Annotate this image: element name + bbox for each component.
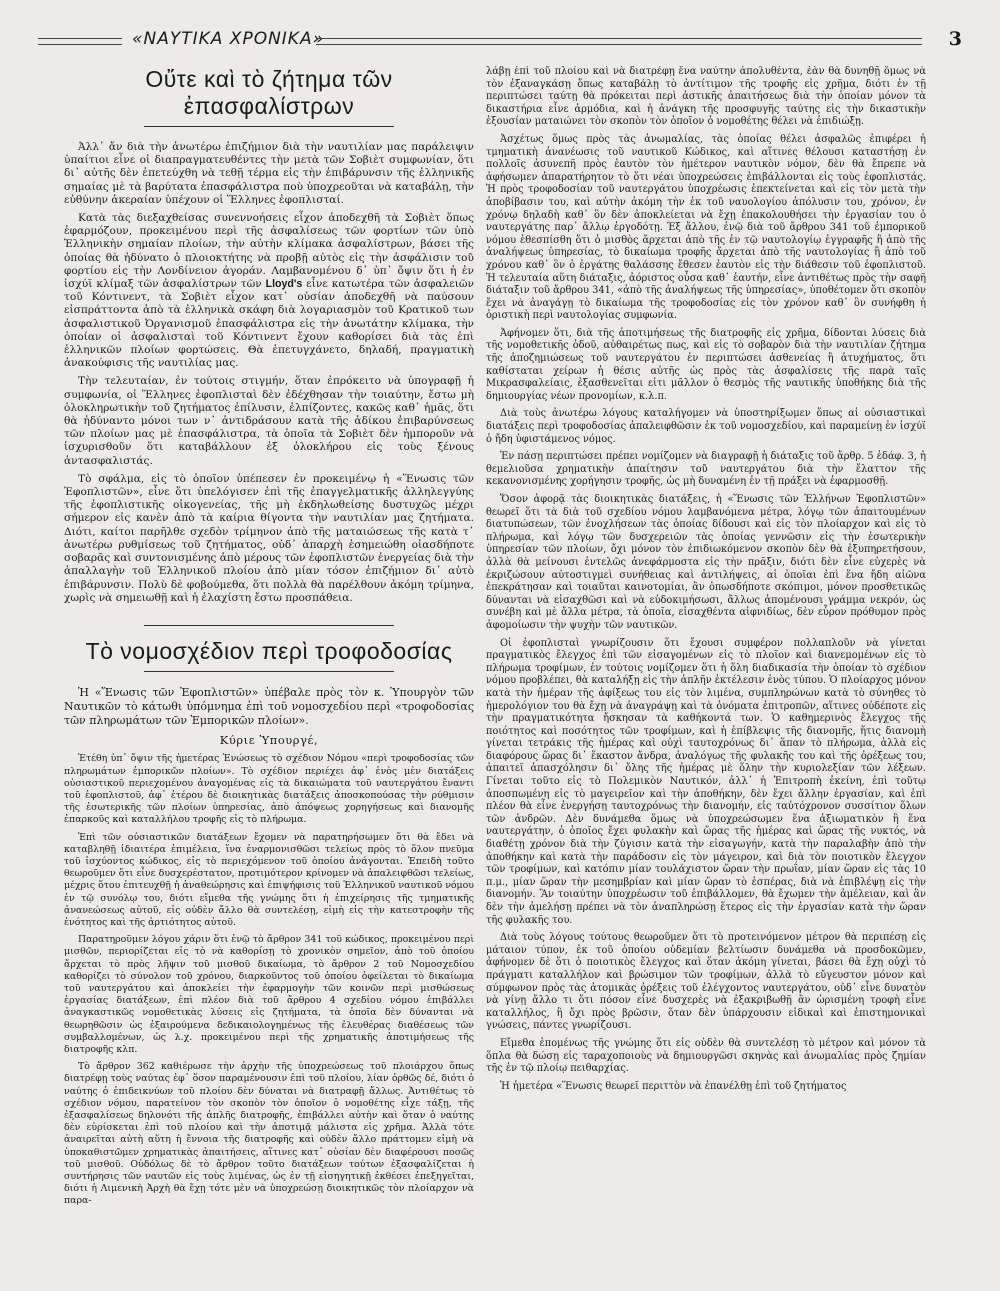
- article2-paragraph: Ἐτέθη ὑπ᾽ ὄψιν τῆς ἡμετέρας Ἑνώσεως τὸ σχέδιον Νόμου «περὶ τροφοδοσίας τῶν πληρωμάτων ἐμπορικῶν πλοίων». Τὸ σχέδιον περιέχει ἀφ᾽ ἑνὸς μὲν διατάξεις οὐσιαστικοῦ περιεχομένου ἀναγομένας εἰς τὰ δικαιώματα τοῦ ναυτεργάτου ἔναντι τοῦ ἐφοπλιστοῦ, ἀφ᾽ ἑτέρου δὲ διοικητικὰς διατάξεις ἀποσκοπούσας τὴν ρύθμισιν τῆς ἐσωτερικῆς τῶν πλοίων ὑπηρεσίας, ἀπὸ ἀπόψεως χορηγήσεως καὶ διανομῆς ἐπαρκοῦς καὶ καταλλήλου τροφῆς εἰς τὸ πλήρωμα.: [64, 753, 474, 826]
- article2-paragraph: Ἀσχέτως ὅμως πρὸς τὰς ἀνωμαλίας, τὰς ὁποίας θέλει ἀσφαλῶς ἐπιφέρει ἡ τμηματικὴ ἀνανέωσις τοῦ ναυτικοῦ Κώδικος, καὶ αἵτινες θέλουσι καταστήσῃ ἐν πολλοῖς ἀσυνεπῆ πρὸς ἑαυτὸν τὸν ἡμέτερον ναυτικὸν νόμον, δὲν θὰ ἔπρεπε νὰ ἀφήσωμεν ἀπαρατήρητον τὸ ὅτι νέαι ὑποχρεώσεις ἐπιβάλλονται εἰς τοὺς ἐφοπλιστάς. Ἡ πρὸς τροφοδοσίαν τοῦ ναυτεργάτου ὑποχρέωσις ἐπεκτείνεται καὶ εἰς τὸν μετὰ τὴν ἀποβίβασιν του, καὶ αὐτὴν ἀκόμη τὴν ἐκ τοῦ ναυολογίου ἀπόλυσιν του, χρόνον, ἐν χρόνῳ δηλαδὴ καθ᾽ ὃν δὲν ἀποκλείεται νὰ ἔχῃ ἐπακολουθήσει τὴν ἐργασίαν του ὁ ναυτεργάτης παρ᾽ ἄλλῳ ἐργοδότῃ. Ἐξ ἄλλου, ἐνῷ διὰ τοῦ ἄρθρου 341 τοῦ ἐμπορικοῦ νόμου ἐθεσπίσθη ὅτι ὁ μισθὸς ἄρχεται ἀπὸ τῆς ἐν τῷ ναυτολογίῳ ἐγγραφῆς ἢ ἀπὸ τῆς ἀναλήψεως ὑπηρεσίας, τὸ δικαίωμα τροφῆς ἄρχεται ἀπὸ τῆς ναυτολογίας ἢ ἀπὸ τοῦ χρόνου καθ᾽ ὃν ὁ ἐργάτης θαλάσσης ἔθεσεν ἑαυτὸν εἰς τὴν διάθεσιν τοῦ ἐφοπλιστοῦ. Ἡ τελευταία αὕτη διάταξις, ἀόριστος οὖσα καθ᾽ ἑαυτήν, εἶνε ἀντιθέτως πρὸς τὴν σαφῆ διάταξιν τοῦ ἄρθρου 341, «ἀπὸ τῆς ἀναλήψεως τῆς ὑπηρεσίας», ὑποθέτομεν ὅτι σκοπὸν ἔχει νὰ ἀναγάγῃ τὸ δικαίωμα τῆς τροφοδοσίας εἰς τὸν χρόνον καθ᾽ ὃν συνήφθη ἡ ὁριστικὴ περὶ ναυτολογίας συμφωνία.: [486, 133, 926, 322]
- article2-paragraph: Διὰ τοὺς λόγους τούτους θεωροῦμεν ὅτι τὸ προτεινόμενον μέτρον θὰ περιπέσῃ εἰς μάταιον τύπον, ἐκ τοῦ ὁποίου οὐδεμίαν βελτίωσιν δυνάμεθα νὰ προσδοκῶμεν, ἀφήνομεν δὲ ὅτι ὁ ποιοτικὸς ἔλεγχος καὶ ὅταν ἀκόμη γίνεται, βάσει θὰ ἔχῃ οὐχὶ τὸ πράγματι καταλλήλον καὶ βρώσιμον τῶν τροφίμων, ἀλλὰ τὸ εὔγευστον μόνον καὶ σύμφωνον πρὸς τὰς ἀτομικὰς ὀρέξεις τοῦ ἐλέγχοντος ναυτεργάτου, οὐδ᾽ εἶνε δυνατὸν νὰ γίνῃ ἄλλο τι ὅτι πόσον εἶνε δυσχερὲς νὰ ἐξακριβωθῇ ἂν ὡρισμένη τροφὴ εἶνε καταλλήλος, ἢ ὄχι πρὸς βρῶσιν, ὅταν δὲν ὑπάρχουσιν εἰδικαὶ καὶ ἐπιστημονικαὶ γνώσεις, πάντες γνωρίζουσι.: [486, 932, 926, 1032]
- article2-paragraph: λάβῃ ἐπὶ τοῦ πλοίου καὶ νὰ διατρέφῃ ἕνα ναύτην ἀπολυθέντα, ἐὰν θὰ δυνηθῇ ὅμως νὰ τὸν ἐξαναγκάσῃ ὅπως καταβάλῃ τὸ ἀντίτιμον τῆς τροφῆς εἰς χρῆμα, διότι ἐν τῇ περιπτώσει ταύτῃ θὰ πρόκειται περὶ ἀστικῆς ἀπαιτήσεως διὰ τὴν ὁποίαν μόνον τὰ δικαστήρια εἶνε ἁρμόδια, καὶ ἡ ἀνάγκη τῆς προσφυγῆς ταύτης εἰς τὴν δικαστικὴν ἐξουσίαν ματαιώνει τὸν σκοπὸν τὸν ὁποῖον ὁ νομοθέτης θέλει νὰ ἐπιδιώξῃ.: [486, 66, 926, 128]
- salutation: Κύριε Ὑπουργέ,: [219, 733, 319, 748]
- lloyds-label: Lloyd's: [265, 278, 303, 291]
- article2-paragraph: Παρατηροῦμεν λόγου χάριν ὅτι ἐνῷ τὸ ἄρθρον 341 τοῦ κώδικος, προκειμένου περὶ μισθῶν, περιορίζεται εἰς τὸ νὰ καθορίσῃ τὸ χρονικὸν σημεῖον, ἀπὸ τοῦ ὁποίου ἄρχεται τὸ πρὸς λῆψιν τοῦ μισθοῦ δικαίωμα, τὸ ἄρθρον 2 τοῦ Νομοσχεδίου καθορίζει τὸ σύνολον τοῦ χρόνου, διαρκοῦντος τοῦ ὁποίου ὀφείλεται τὸ δικαίωμα τοῦ ναυτεργάτου καὶ ἀποκλείει τὴν ἐφαρμογὴν τῶν κοινῶν περὶ μισθώσεως ἐργασίας διατάξεων, ἐπὶ πλέον διὰ τοῦ ἄρθρου 4 σχεδίου νόμου ἐπιβάλλει ἀναγκαστικῶς νομοθετικὰς λύσεις εἰς ζητήματα, τὰ ὁποῖα δὲν δύνανται νὰ θεωρηθῶσιν ὡς ἐξαιρούμενα δεδικαιολογημένως τῆς ἐλευθέρας διαθέσεως τῶν συμβαλλομένων, ὡς λ.χ. προκειμένου περὶ τῆς χρηματικῆς ἀποτιμήσεως τῆς διατροφῆς κλπ.: [64, 934, 474, 1055]
- article2-paragraph: Οἱ ἐφοπλισταὶ γνωρίζουσιν ὅτι ἔχουσι συμφέρον πολλαπλοῦν νὰ γίνεται πραγματικὸς ἔλεγχος ἐπὶ τῶν εἰσαγομένων εἰς τὸ πλοῖον καὶ διανεμομένων εἰς τὸ πλήρωμα τροφίμων, ἐν τούτοις νομίζομεν ὅτι ἡ ὅλη διαδικασία τὴν ὁποίαν τὸ σχέδιον νόμου προβλέπει, θὰ καταλήξῃ εἰς τὴν ἁπλῆν ἐκτέλεσιν ἑνὸς τύπου. Ὁ πλοίαρχος μόνον κατὰ τὴν ἡμέραν τῆς ἀφίξεως του εἰς τὸν λιμένα, συμπληρώνων κατὰ τὸ σύνηθες τὸ ἡμερολόγιον του θὰ ἔχῃ νὰ ἀναγράψῃ καὶ τὰ ὀνόματα ἐπιτροπῶν, αἵτινες οὐδέποτε εἰς τὴν πραγματικότητα ἤσκησαν τὰ καθήκοντά των. Ὁ καθημερινὸς ἔλεγχος τῆς ποιότητος καὶ ποσότητος τῶν τροφίμων, καὶ ἡ ἐπίβλεψις τῆς διανομῆς, ἥτις διανομὴ γίνεται τετράκις τῆς ἡμέρας καὶ οὐχὶ ταυτοχρόνως δι᾽ ἅπαν τὸ πλήρωμα, ἀλλὰ εἰς διαφόρους ὥρας δι᾽ ἕκαστον ἄνδρα, ἀναλόγως τῆς φυλακῆς του καὶ τῆς ὀρέξεως του, ἀπαιτεῖ ἀπασχόλησιν δι᾽ ὅλης τῆς ἡμέρας μὲ ὅλην τὴν κυριολεξίαν τῶν λέξεων. Γίνεται τοῦτο εἰς τὸ Πολεμικὸν Ναυτικόν, ἀλλ᾽ ἡ Ἐπιτροπὴ ἐκείνη, ἐπὶ τοῦτῳ ἀποσπωμένη εἰς τὸ μαγειρεῖον καὶ τὴν ἀποθήκην, δὲν ἔχει ἄλλην ἐργασίαν, καὶ ἐπὶ πλέον θὰ εἶνε ἐνεργήσῃ ταυτοχρόνως τὴν διανομήν, εἰς ταὐτόχρονον συσσίτιον ὅλων τῶν ἀνδρῶν. Δὲν δυνάμεθα ὅμως νὰ ὑποχρεώσωμεν ἕνα ἀξιωματικὸν ἢ ἕνα ναυτεργάτην, ὁ ὁποῖος ἔχει φυλακὴν καὶ ὥρας τῆς ἡμέρας καὶ ὥρας τῆς νυκτός, νὰ διαθέτῃ χρόνον διὰ τὴν ζύγισιν κατὰ τὴν εἰσαγωγήν, κατὰ τὴν παραλαβὴν ἀπὸ τὴν ἀποθήκην καὶ κατὰ τὴν παράδοσιν εἰς τὸν μάγειρον, καὶ διὰ τὸν ποιοτικὸν ἔλεγχον τῶν τροφίμων, καὶ κατόπιν μίαν τουλάχιστον ὥραν τὴν πρωΐαν, μίαν ὥραν εἰς τὰς 10 π.μ., μίαν ὥραν τὴν μεσημβρίαν καὶ μίαν ὥραν τὸ ἑσπέρας, διὰ νὰ ἐπιβλέψῃ εἰς τὴν διανομήν. Ἂν τοιαύτην ὑποχρέωσιν τοῦ ἐπιβάλλομεν, θὰ ἔχωμεν τὴν ἀμέλειαν, καὶ ἂν δὲν τὴν ἀμελήσῃ πρέπει νὰ τὸν ἀναπληρώσῃ ἕτερος εἰς τὴν ἐργασίαν κατὰ τὴν ὥραν τῆς φυλακῆς του.: [486, 637, 926, 926]
- article2-paragraph: Ἡ ἡμετέρα «Ἕνωσις θεωρεῖ περιττὸν νὰ ἐπανέλθῃ ἐπὶ τοῦ ζητήματος: [500, 1080, 847, 1092]
- title-rule: [144, 671, 394, 672]
- article1-paragraph: Τὸ σφάλμα, εἰς τὸ ὁποῖον ὑπέπεσεν ἐν προκειμένῳ ἡ «Ἕνωσις τῶν Ἐφοπλιστῶν», εἶνε ὅτι ὑπελόγισεν ἐπὶ τῆς ἐπαγγελματικῆς ἀλληλεγγύης τῆς ἐφοπλιστικῆς οἰκογενείας, τῆς μὴ ἐκδηλωθείσης δυστυχῶς μέχρι σήμερον εἰς κανὲν ἀπὸ τὰ καίρια θίγοντα τὴν ναυτιλίαν μας ζητήματα. Διότι, καίτοι παρῆλθε σχεδὸν τρίμηνον ἀπὸ τῆς ματαιώσεως τῆς κατὰ τ᾽ ἀνωτέρω ρυθμίσεως τοῦ ζητήματος, οὐδ᾽ ἀπαρχὴ ἐσημειώθη οἱασδήποτε σοβαρᾶς καὶ συντονισμένης ἀπὸ μέρους τῶν ἐφοπλιστῶν ἐνεργείας διὰ τὴν ἀπαλλαγὴν τοῦ Ἑλληνικοῦ πλοίου ἀπὸ μίαν τόσον ἐπιζήμιον δι᾽ αὐτὸ ἐπιβάρυνσιν. Πολὺ δὲ φοβούμεθα, ὅτι πολλὰ θὰ παρέλθουν ἀκόμη τρίμηνα, χωρὶς νὰ σημειωθῇ καὶ ἡ ἐλαχίστη ἔστω προσπάθεια.: [64, 472, 474, 604]
- article1-paragraph: Κατὰ τὰς διεξαχθείσας συνεννοήσεις εἶχον ἀποδεχθῆ τὰ Σοβιὲτ ὅπως ἐφαρμόζουν, προκειμένου περὶ τῆς ἀσφαλίσεως τῶν φορτίων τῶν ὑπὸ Ἑλληνικὴν σημαίαν πλοίων, τὴν αὐτὴν κλίμακα ἀσφαλίστρων, βάσει τῆς ὁποίας θὰ ἠδύνατο ὁ πλοιοκτήτης νὰ προβῇ αὐτὸς εἰς τὴν ἀσφάλισιν τοῦ φορτίου εἰς τὴν Λονδίνειον ἀγοράν. Λαμβανομένου δ᾽ ὑπ᾽ ὄψιν ὅτι ἡ ἐν ἰσχύϊ κλίμαξ τῶν ἀσφαλίστρων τῶν Lloyd's εἶνε κατωτέρα τῶν ἀσφαλειῶν τοῦ Κόντινεντ, τὰ Σοβιὲτ εἶχον κατ᾽ οὐσίαν ἀποδεχθῆ νὰ παύσουν εἰσπράττοντα ἀπὸ τὰ ἑλληνικὰ σκάφη διὰ λογαριασμὸν τοῦ Κρατικοῦ των ἀσφαλιστικοῦ Ὀργανισμοῦ ἐπασφάλιστρα εἰς τὴν ἀνωτάτην κλίμακα, τὴν ὁποίαν οἱ ἀσφαλισταὶ τοῦ Κόντινεντ ἔχουν καθορίσει διὰ τὰς ἐπὶ ἑλληνικῶν πλοίων φορτώσεις. Θὰ ἐπετυγχάνετο, δηλαδή, πραγματικὴ ἀνακούφισις τῆς ναυτιλίας μας.: [64, 212, 474, 370]
- section-divider: [144, 625, 394, 626]
- article1-paragraph: Τὴν τελευταίαν, ἐν τούτοις στιγμήν, ὅταν ἐπρόκειτο νὰ ὑπογραφῇ ἡ συμφωνία, οἱ Ἕλληνες ἐφοπλισταὶ δὲν ἐδέχθησαν τὴν τοιαύτην, ἔστω μὴ ὁλοκληρωτικὴν τοῦ ζητήματος ἐπίλυσιν, ἐλπίζοντες, κακῶς καθ᾽ ἡμᾶς, ὅτι θὰ ἠδύναντο μόνοι των ν᾽ ἀντιδράσουν κατὰ τῆς ἀδίκου ἐπιβαρύνσεως τῶν πλοίων μας μὲ ἐπασφάλιστρα, τὰ ὁποῖα τὰ Σοβιὲτ δὲν ἠμποροῦν νὰ ἰσχυρισθοῦν ὅτι καταβάλλουν ἐξ ὁλοκλήρου εἰς τοὺς ξένους ἀντασφαλιστάς.: [64, 375, 474, 467]
- article2-paragraph: Ὅσον ἀφορᾷ τὰς διοικητικὰς διατάξεις, ἡ «Ἕνωσις τῶν Ἑλλήνων Ἐφοπλιστῶν» θεωρεῖ ὅτι τὰ διὰ τοῦ σχεδίου νόμου λαμβανόμενα μέτρα, λόγῳ τῶν ἀπαιτουμένων διατυπώσεων, τῶν ἐνοχλήσεων τὰς ὁποίας δίδουσι καὶ εἰς τὸν πλοίαρχον καὶ εἰς τὸ πλήρωμα, καὶ λόγῳ τῶν δυσχερειῶν τὰς ὁποίας γεννῶσιν εἰς τὴν ἐσωτερικὴν ὑπηρεσίαν τῶν πλοίων, ὄχι μόνον τὸν ἐπιδιωκόμενον σκοπὸν δὲν θὰ ἐξυπηρετήσουν, ἀλλὰ θὰ μείνουσι ἐντελῶς ἀνεφάρμοστα εἰς τὴν πρᾶξιν, διότι δὲν εἶνε εὐχερὲς νὰ ἐκριζώσουν αὐτοστιγμεὶ συνήθειας καὶ ἀντιλήψεις, αἱ ὁποῖαι ἐπὶ ἕνα ἤδη αἰῶνα ἐπεκράτησαν καὶ τοιαῦται καινοτομίαι, ἂν ὁπωσδήποτε σκόπιμοι, μόνον προσθετικῶς δύνανται νὰ εἰσαχθῶσι καὶ νὰ εὐδοκιμήσωσι, ἄλλως ἀπομένουσι γράμμα νεκρόν, ὡς συνέβη καὶ μὲ ἄλλα μέτρα, τὰ ὁποῖα, εἰσαχθέντα αἰφνιδίως, δὲν εὗρον πρόθυμον πρὸς ἀφομοίωσιν τὴν ψυχὴν τῶν ναυτικῶν.: [486, 494, 926, 631]
- article2-paragraph: Ἐπὶ τῶν οὐσιαστικῶν διατάξεων ἔχομεν νὰ παρατηρήσωμεν ὅτι θὰ ἔδει νὰ καταβληθῇ ἰδιαιτέρα ἐπιμέλεια, ἵνα ἐναρμονισθῶσι τελείως πρὸς τὸ ὅλον πνεῦμα τοῦ ἰσχύοντος κώδικος, εἰς τὸ περιεχόμενον τοῦ ὁποίου ἀνάγονται. Ἐπειδὴ τοῦτο θεωροῦμεν ὅτι εἶνε δυσχερέστατον, προτιμότερον κρίνομεν νὰ ἀπαλειφθῶσι τελείως, μέχρις ὅτου ἐπιτευχθῇ ἡ ἀναθεώρησις καὶ ἐπιψήφισις τοῦ Ἑλληνικοῦ ναυτικοῦ νόμου ἐν τῷ συνόλῳ του, διότι εἴμεθα τῆς γνώμης ὅτι ἡ ἐπιχείρησις τῆς τμηματικῆς ἀνανεώσεως αὐτοῦ, εἰς οὐδὲν ἄλλο θὰ συντελέσῃ, εἰμὴ εἰς τὴν κατεστροφὴν τῆς ἑνότητος καὶ τῆς ἀρτιότητος αὐτοῦ.: [64, 831, 474, 928]
- article2-paragraph: Διὰ τοὺς ἀνωτέρω λόγους καταλήγομεν νὰ ὑποστηρίξωμεν ὅπως αἱ οὐσιαστικαὶ διατάξεις περὶ τροφοδοσίας ἀπαλειφθῶσιν ἐκ τοῦ νομοσχεδίου, καὶ παραμείνῃ ἐν ἰσχύϊ ὁ ἤδη ὑφιστάμενος νόμος.: [486, 408, 926, 445]
- title-rule: [144, 126, 394, 127]
- article1-paragraph: Ἀλλ᾽ ἄν διὰ τὴν ἀνωτέρω ἐπιζήμιον διὰ τὴν ναυτιλίαν μας παράλειψιν ὑπαίτιοι εἶνε οἱ διαπραγματευθέντες τὴν μετὰ τῶν Σοβιὲτ συμφωνίαν, ὅτι δι᾽ αὐτῆς δὲν ἐπετεύχθη νὰ τεθῇ τέρμα εἰς τὴν ἐπιβάρυνσιν τῆς ἑλληνικῆς σημαίας μὲ τὰ βαρύτατα ἐπασφάλιστρα ποὺ ὑποχρεοῦται νὰ καταβάλῃ, τὴν εὐθύνην ἀκεραίαν ὑπέχουν οἱ Ἕλληνες ἐφοπλισταί.: [64, 141, 474, 206]
- header-rule-right: [316, 38, 922, 45]
- article2-paragraph: Τὸ ἄρθρον 362 καθιέρωσε τὴν ἀρχὴν τῆς ὑποχρεώσεως τοῦ πλοιάρχου ὅπως διατρέφῃ τοὺς ναύτας ἐφ᾽ ὅσον παραμένουσιν ἐπὶ τοῦ πλοίου, λίαν ὀρθῶς δέ, διότι ὁ ναύτης ὁ ἐπιδεικνύων τοῦ πλοίου δὲν δύναται νὰ διατραφῇ ἄλλως. Ἀντιθέτως τὸ σχέδιον νόμου, παρατείνον τὸν σκοπὸν τὸν ὁποῖον ὁ νομοθέτης εἶχε τάξῃ, τῆς ἐξασφαλίσεως δηλονότι τῆς ἁπλῆς διατροφῆς, ἐπιβάλλει αὐτὴν καὶ ὅταν ὁ ναύτης δὲν εὑρίσκεται ἐπὶ τοῦ πλοίου καὶ τὴν ἀποτιμᾷ μάλιστα εἰς χρῆμα. Ἀλλὰ τότε ἀναιρεῖται αὐτὴ αὕτη ἡ ἔννοια τῆς διατροφῆς καὶ οὐδὲν ἄλλο πράττομεν εἰμὴ νὰ ὑποκαθιστῶμεν χρηματικὰς ἀπαιτήσεις, αἵτινες κατ᾽ οὐσίαν δὲν διαφέρουσι ποσῶς τοῦ μισθοῦ. Οὐδόλως δὲ τὸ ἄρθρον τοῦτο διατάξεων τούτων ἐξασφαλίζεται ἡ συντήρησις τῶν ναυτῶν εἰς τοὺς λιμένας, ὡς ἐν τῇ εἰσηγητικῇ ἐκθέσει ἐπεξηγεῖται, διότι ἡ Λιμενικὴ Ἀρχὴ θὰ ἔχῃ τότε μὲν νὰ ὑποχρεώσῃ διοικητικῶς τὸν πλοίαρχον νὰ παρα-: [64, 1061, 474, 1207]
- header-rule-left: [38, 38, 122, 45]
- right-column: [486, 66, 926, 1276]
- article2-title: Τὸ νομοσχέδιον περὶ τροφοδοσίας: [85, 637, 453, 664]
- article1-title: Οὔτε καὶ τὸ ζήτημα τῶν ἐπασφαλίστρων: [145, 66, 393, 119]
- article2-paragraph: Εἴμεθα ἑπομένως τῆς γνώμης ὅτι εἰς οὐδὲν θὰ συντελέσῃ τὸ μέτρον καὶ μόνον τὰ ὅπλα θὰ δώσῃ εἰς ταραχοποιοὺς νὰ δημιουργῶσι σκηνὰς καὶ ἀνωμαλίας πρὸς ζημίαν τῆς ἐν τῷ πλοίῳ πειθαρχίας.: [486, 1037, 926, 1075]
- left-column: [64, 66, 474, 1276]
- article2-lead: Ἡ «Ἕνωσις τῶν Ἐφοπλιστῶν» ὑπέβαλε πρὸς τὸν κ. Ὑπουργὸν τῶν Ναυτικῶν τὸ κάτωθι ὑπόμνημα ἐπὶ τοῦ νομοσχεδίου περὶ «τροφοδοσίας τῶν πληρωμάτων τῶν Ἐμπορικῶν πλοίων».: [64, 685, 474, 727]
- page-header: [38, 22, 962, 62]
- article2-paragraph: Ἐν πάσῃ περιπτώσει πρέπει νομίζομεν νὰ διαγραφῇ ἡ διάταξις τοῦ ἄρθρ. 5 ἐδάφ. 3, ἡ θεμελιοῦσα χρηματικὴν ἀπαίτησιν τοῦ ναυτεργάτου διὰ τὴν ἔλαττον τῆς κεκανονισμένης χορήγησιν τροφῆς, ὡς μὴ δυναμένη ἐν τῇ πράξει νὰ ἐφαρμοσθῇ.: [486, 451, 926, 488]
- article2-paragraph: Ἀφήνομεν ὅτι, διὰ τῆς ἀποτιμήσεως τῆς διατροφῆς εἰς χρῆμα, δίδονται λύσεις διὰ τῆς νομοθετικῆς ὁδοῦ, αὐθαιρέτως πως, καὶ εἰς τὸ σοβαρὸν διὰ τὴν ναυτιλίαν ζήτημα τῆς ἀποζημιώσεως τοῦ ναυτεργάτου ἐν περιπτώσει ἀσθενείας ἢ ἀτυχήματος, ὅτι καθίσταται χείρων ἡ θέσις αὐτῆς ὡς πρὸς τὰς ἀσφαλίσεις τῆς παρὰ ταῖς Μικρασφαλείαις, ἐξασθενεῖται εἰτι μᾶλλον ὁ θεσμὸς τῆς ναυτικῆς ὑποθήκης διὰ τῆς δημιουργίας νέων προνομίων, κ.λ.π.: [486, 327, 926, 402]
- magazine-title: «ΝΑΥΤΙΚΑ ΧΡΟΝΙΚΑ»: [132, 29, 325, 49]
- page-number: 3: [948, 28, 962, 50]
